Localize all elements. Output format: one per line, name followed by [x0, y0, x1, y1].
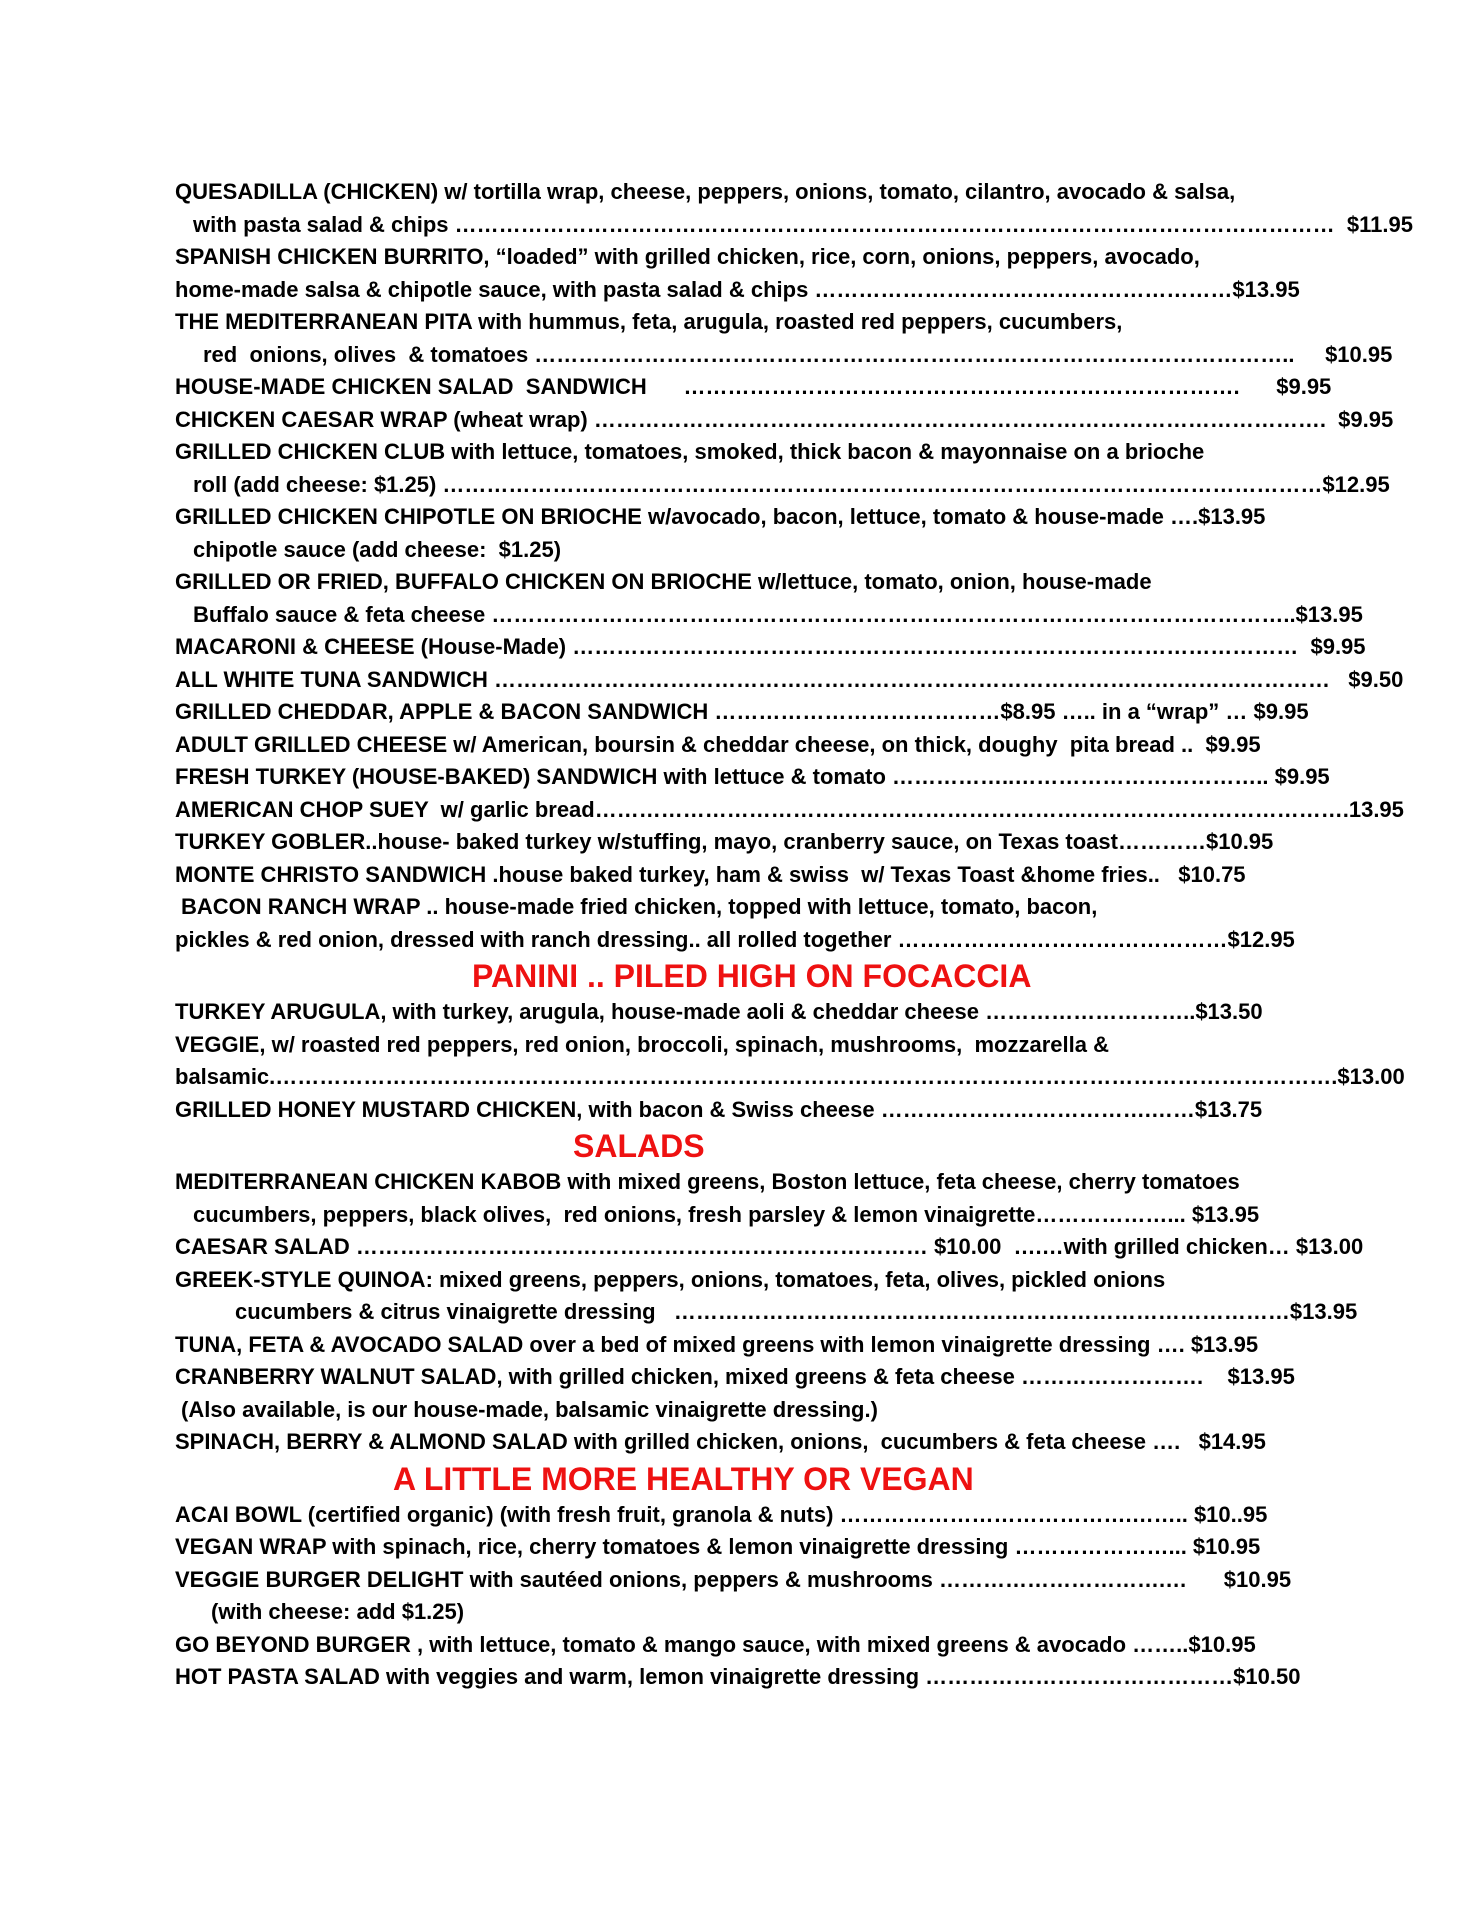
menu-line: ADULT GRILLED CHEESE w/ American, boursin & cheddar cheese, on thick, doughy pita bread .. $9.95	[175, 731, 1261, 757]
menu-line: Buffalo sauce & feta cheese ………………………………………………………………………………………………..$13.95	[193, 601, 1363, 627]
menu-line: MEDITERRANEAN CHICKEN KABOB with mixed greens, Boston lettuce, feta cheese, cherry tomatoes	[175, 1169, 1240, 1194]
section-heading: PANINI .. PILED HIGH ON FOCACCIA	[472, 958, 1032, 994]
menu-line: AMERICAN CHOP SUEY w/ garlic bread………………………………………………………………………………………….13.95	[175, 796, 1404, 822]
menu-line: TUNA, FETA & AVOCADO SALAD over a bed of mixed greens with lemon vinaigrette dressing …. $13.95	[175, 1331, 1259, 1357]
menu-line: CHICKEN CAESAR WRAP (wheat wrap) ………………………………………………………………………………………. $9.95	[175, 406, 1394, 432]
menu-line: VEGGIE, w/ roasted red peppers, red onion, broccoli, spinach, mushrooms, mozzarella &	[175, 1031, 1109, 1057]
menu-line: CRANBERRY WALNUT SALAD, with grilled chicken, mixed greens & feta cheese ……………………. $13.95	[175, 1364, 1295, 1389]
menu-line: TURKEY GOBLER..house- baked turkey w/stuffing, mayo, cranberry sauce, on Texas toast…………$10.95	[175, 829, 1274, 854]
menu-line: cucumbers & citrus vinaigrette dressing …………………………………………………………………………$13.95	[235, 1299, 1358, 1324]
menu-line: GO BEYOND BURGER , with lettuce, tomato & mango sauce, with mixed greens & avocado ……..$10.95	[175, 1631, 1256, 1657]
section-heading: A LITTLE MORE HEALTHY OR VEGAN	[393, 1460, 974, 1497]
menu-line: HOT PASTA SALAD with veggies and warm, lemon vinaigrette dressing ……………………………………$10.50	[175, 1664, 1301, 1689]
menu-line: (with cheese: add $1.25)	[211, 1599, 465, 1624]
menu-line: pickles & red onion, dressed with ranch dressing.. all rolled together ………………………………………$12.95	[175, 926, 1295, 952]
menu-line: GREEK-STYLE QUINOA: mixed greens, peppers, onions, tomatoes, feta, olives, pickled onions	[175, 1266, 1166, 1292]
menu-line: TURKEY ARUGULA, with turkey, arugula, house-made aoli & cheddar cheese ………………………..$13.50	[175, 999, 1263, 1024]
menu-line: THE MEDITERRANEAN PITA with hummus, feta, arugula, roasted red peppers, cucumbers,	[175, 309, 1123, 334]
menu-page	[175, 176, 1413, 1694]
menu-line: MACARONI & CHEESE (House-Made) ……………………………………………………………………………………… $9.95	[175, 634, 1366, 659]
menu-line: GRILLED CHICKEN CLUB with lettuce, tomatoes, smoked, thick bacon & mayonnaise on a brioche	[175, 439, 1205, 464]
menu-line: home-made salsa & chipotle sauce, with pasta salad & chips …………………………………………………$13.95	[175, 276, 1300, 302]
menu-line: GRILLED OR FRIED, BUFFALO CHICKEN ON BRIOCHE w/lettuce, tomato, onion, house-made	[175, 569, 1152, 594]
menu-line: HOUSE-MADE CHICKEN SALAD SANDWICH …………………………………………………………………. $9.95	[175, 374, 1332, 399]
menu-line: CAESAR SALAD …………………………………………………………………… $10.00 ….…with grilled chicken… $13.00	[175, 1234, 1364, 1259]
menu-line: GRILLED HONEY MUSTARD CHICKEN, with bacon & Swiss cheese ……………………………….……$13.75	[175, 1096, 1263, 1122]
menu-line: ACAI BOWL (certified organic) (with fresh fruit, granola & nuts) ………………………………….…….. $10..95	[175, 1501, 1268, 1527]
menu-line: with pasta salad & chips ………………………………………………………………………………………………………… $11.95	[193, 211, 1413, 237]
menu-line: ALL WHITE TUNA SANDWICH …………………………………………………………………………………………………… $9.50	[175, 666, 1404, 692]
menu-line: roll (add cheese: $1.25) …………………………………………………………………………………………………………$12.95	[193, 471, 1390, 497]
menu-line: chipotle sauce (add cheese: $1.25)	[193, 536, 562, 562]
menu-line: SPANISH CHICKEN BURRITO, “loaded” with grilled chicken, rice, corn, onions, peppers, avocado,	[175, 244, 1200, 269]
menu-line: GRILLED CHICKEN CHIPOTLE ON BRIOCHE w/avocado, bacon, lettuce, tomato & house-made ….$13.95	[175, 504, 1266, 529]
menu-line: MONTE CHRISTO SANDWICH .house baked turkey, ham & swiss w/ Texas Toast &home fries.. $10.75	[175, 861, 1246, 887]
menu-line: red onions, olives & tomatoes ………………………………………………………………………………………….. $10.95	[203, 341, 1393, 367]
menu-line: (Also available, is our house-made, balsamic vinaigrette dressing.)	[181, 1396, 878, 1422]
menu-line: GRILLED CHEDDAR, APPLE & BACON SANDWICH …………………………………$8.95 ….. in a “wrap” … $9.95	[175, 699, 1309, 724]
menu-line: FRESH TURKEY (HOUSE-BAKED) SANDWICH with lettuce & tomato ……………..…………………………….. $9.95	[175, 764, 1330, 789]
menu-line: SPINACH, BERRY & ALMOND SALAD with grilled chicken, onions, cucumbers & feta cheese …. $14.95	[175, 1429, 1266, 1454]
menu-line: QUESADILLA (CHICKEN) w/ tortilla wrap, cheese, peppers, onions, tomato, cilantro, avocado & salsa,	[175, 179, 1236, 204]
menu-line: VEGAN WRAP with spinach, rice, cherry tomatoes & lemon vinaigrette dressing …………………... $10.95	[175, 1534, 1261, 1559]
menu-line: VEGGIE BURGER DELIGHT with sautéed onions, peppers & mushrooms ………………………….… $10.95	[175, 1566, 1292, 1592]
menu-line: BACON RANCH WRAP .. house-made fried chicken, topped with lettuce, tomato, bacon,	[181, 894, 1098, 919]
menu-line: balsamic.……………………………………………………………………………………………………………………………….$13.00	[175, 1064, 1405, 1089]
menu-line: cucumbers, peppers, black olives, red onions, fresh parsley & lemon vinaigrette………………... $13.95	[193, 1201, 1260, 1227]
section-heading: SALADS	[573, 1128, 705, 1164]
